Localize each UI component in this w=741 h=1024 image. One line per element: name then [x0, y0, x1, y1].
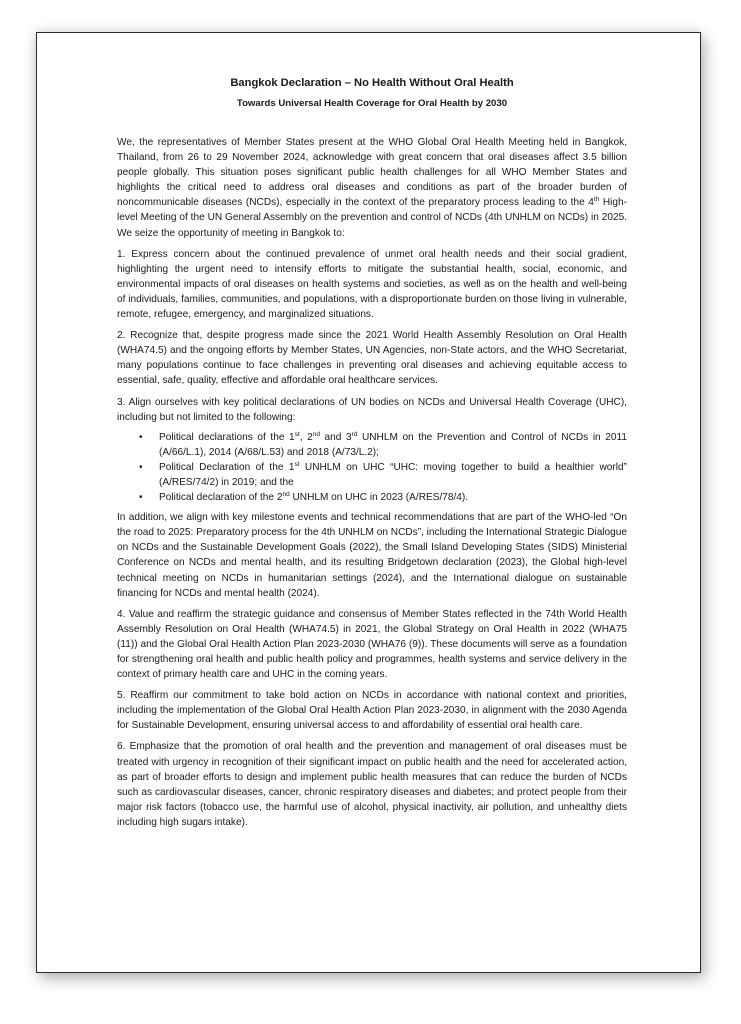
document-title: Bangkok Declaration – No Health Without Oral Health [230, 77, 514, 89]
intro-superscript: th [593, 196, 600, 204]
bullet-icon: • [139, 492, 143, 504]
bullet-text: and 3 [319, 431, 352, 443]
bullet-text: UNHLM on UHC “UHC: moving together to build a healthier world” (A/RES/74/2) in 2019; and the [159, 461, 627, 488]
paragraph-3: 3. Align ourselves with key political declarations of UN bodies on NCDs and Universal Health Coverage (UHC), including but not limited to the following: [117, 396, 627, 423]
bullet-text: Political declaration of the 2 [159, 492, 283, 504]
bullet-icon: • [139, 431, 143, 443]
document-body [117, 73, 627, 836]
superscript: st [294, 430, 300, 438]
paragraph-6: 6. Emphasize that the promotion of oral health and the prevention and management of oral diseases must be treated with urgency in recognition of their significant impact on public health and the need for accelerated action, as part of broader efforts to design and implement public health measures that can reduce the burden of NCDs such as cardiovascular diseases, cancer, chronic respiratory diseases and diabetes; and protect people from their major risk factors (tobacco use, the harmful use of alcohol, physical inactivity, air pollution, and unhealthy diets including high sugars intake). [117, 741, 627, 828]
bullet-text: Political declarations of the 1 [159, 431, 295, 443]
paragraph-1: 1. Express concern about the continued prevalence of unmet oral health needs and their social gradient, highlighting the urgent need to intensify efforts to mitigate the substantial health, social, economic, and environmental impacts of oral diseases on health systems and societies, as well as on the health and well-being of individuals, families, communities, and populations, with a disproportionate burden on those living in vulnerable, remote, refugee, emergency, and marginalized situations. [117, 248, 627, 321]
document-page [36, 32, 701, 973]
bullet-text: , 2 [299, 431, 313, 443]
paragraph-2: 2. Recognize that, despite progress made since the 2021 World Health Assembly Resolution on Oral Health (WHA74.5) and the ongoing efforts by Member States, UN Agencies, non-State actors, and the WHO Secretariat, many populations continue to face challenges in preventing oral diseases and achieving equitable access to essential, safe, quality, effective and affordable oral healthcare services. [117, 330, 627, 387]
bullet-icon: • [139, 461, 143, 473]
declarations-list [117, 430, 627, 505]
bullet-text: UNHLM on UHC in 2023 (A/RES/78/4). [289, 492, 469, 504]
intro-text-2: High-level Meeting of the UN General Assembly on the prevention and control of NCDs (4th UNHLM on NCDs) in 2025. We seize the opportunity of meeting in Bangkok to: [117, 197, 627, 239]
paragraph-4: 4. Value and reaffirm the strategic guidance and consensus of Member States reflected in the 74th World Health Assembly Resolution on Oral Health (WHA74.5) in 2021, the Global Strategy on Oral Health in 2022 (WHA75 (11)) and the Global Oral Health Action Plan 2023-2030 (WHA76 (9)). These documents will serve as a foundation for strengthening oral health and public health policy and programmes, health systems and service delivery in the context of primary health care and UHC in the coming years. [117, 608, 627, 681]
document-subtitle: Towards Universal Health Coverage for Oral Health by 2030 [236, 98, 508, 109]
bullet-text: UNHLM on the Prevention and Control of NCDs in 2011 (A/66/L.1), 2014 (A/68/L.53) and 2018 (A/73/L.2); [159, 431, 627, 458]
list-item [117, 460, 627, 490]
list-item [117, 430, 627, 460]
superscript: rd [351, 430, 358, 438]
superscript: nd [282, 491, 290, 499]
intro-text-1: We, the representatives of Member States present at the WHO Global Oral Health Meeting held in Bangkok, Thailand, from 26 to 29 November 2024, acknowledge with great concern that oral diseases affect 3.5 billion people globally. This situation poses significant public health challenges for all WHO Member States and highlights the critical need to address oral diseases and conditions as part of the broader burden of noncommunicable diseases (NCDs), especially in the context of the preparatory process leading to the 4 [117, 137, 627, 209]
intro-paragraph [117, 135, 627, 241]
list-item [117, 490, 627, 505]
bullet-text: Political Declaration of the 1 [159, 461, 295, 473]
superscript: nd [312, 430, 320, 438]
addition-paragraph: In addition, we align with key milestone events and technical recommendations that are part of the WHO-led “On the road to 2025: Preparatory process for the 4th UNHLM on NCDs”, including the International Strategic Dialogue on NCDs and the Sustainable Development Goals (2022), the Small Island Developing States (SIDS) Ministerial Conference on NCDs and mental health, and its resulting Bridgetown declaration (2023), the Global high-level technical meeting on NCDs in humanitarian settings (2024), and the International dialogue on sustainable financing for NCDs and mental health (2024). [117, 512, 628, 599]
superscript: st [294, 460, 300, 468]
paragraph-5: 5. Reaffirm our commitment to take bold action on NCDs in accordance with national context and priorities, including the implementation of the Global Oral Health Action Plan 2023-2030, in alignment with the 2030 Agenda for Sustainable Development, ensuring universal access to and affordability of essential oral health care. [117, 690, 627, 732]
